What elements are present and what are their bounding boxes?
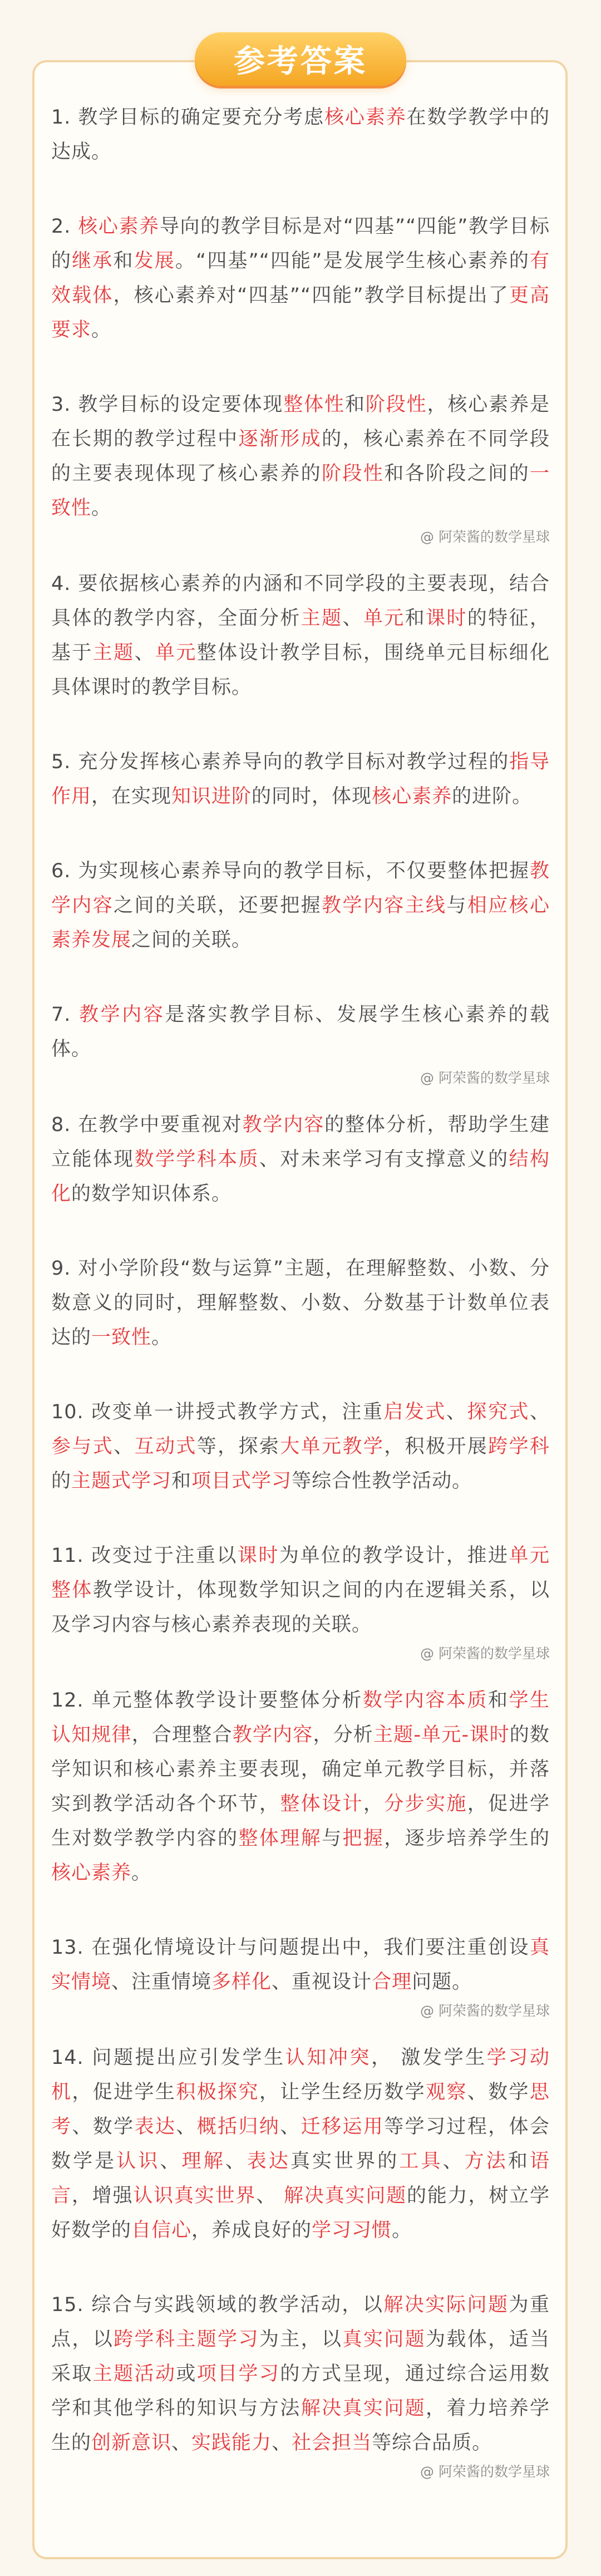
answer-text: 12. 单元整体教学设计要整体分析	[51, 1689, 363, 1712]
answer-item	[51, 567, 550, 705]
highlight-keyword: 认识	[116, 2150, 160, 2172]
highlight-keyword: 互动式	[134, 1436, 197, 1458]
highlight-keyword: 理解	[181, 2150, 225, 2172]
answer-text: 的，核心素养在不同学段的主要表现体现了核心素养的	[51, 428, 550, 485]
answer-text: 13. 在强化情境设计与问题提出中，我们要注重创设	[51, 1936, 530, 1959]
answer-text: 在数学教学中的达成。	[51, 106, 550, 163]
highlight-keyword: 方法	[464, 2150, 508, 2172]
highlight-keyword: 学习动机	[51, 2047, 550, 2103]
highlight-keyword: 主题活动	[92, 2363, 176, 2385]
answer-text: 、数学	[467, 2081, 530, 2103]
answer-text: ，促进学生对数学教学内容的	[51, 1793, 550, 1850]
answer-text: 的同时，体现	[252, 785, 372, 808]
highlight-keyword: 更高要求	[51, 284, 550, 341]
answer-text: 或	[176, 2363, 197, 2385]
highlight-keyword: 教学内容	[79, 1004, 165, 1026]
answer-text: 11. 改变过于注重以	[51, 1545, 238, 1567]
answer-text: ，核心素养对“四基”“四能”教学目标提出了	[113, 284, 509, 307]
answer-text: 的特征，基于	[51, 607, 550, 664]
answer-text: 、	[280, 2116, 301, 2138]
answer-item	[51, 2288, 550, 2460]
highlight-keyword: 创新意识	[91, 2432, 172, 2454]
highlight-keyword: 教学内容	[242, 1114, 325, 1136]
answer-text: 的整体分析，帮助学生建立能体现	[51, 1114, 550, 1171]
answer-text: ，	[363, 1793, 385, 1815]
answer-text: 、	[446, 1401, 467, 1423]
highlight-keyword: 单元	[155, 642, 197, 664]
answer-text: ，促进学生	[72, 2081, 176, 2103]
answer-text: 问题。	[412, 1971, 472, 1993]
answer-text: 的数学知识体系。	[71, 1183, 232, 1205]
highlight-keyword: 分步实施	[384, 1793, 467, 1815]
highlight-keyword: 单元整体	[51, 1545, 550, 1601]
answer-text: ，合理整合	[131, 1724, 233, 1746]
answer-text: 8. 在教学中要重视对	[51, 1114, 243, 1136]
answer-text: 为主，以	[259, 2328, 343, 2351]
highlight-keyword: 观察	[425, 2081, 467, 2103]
answer-text: 。	[392, 2219, 412, 2241]
answer-text: 和	[113, 250, 134, 272]
answer-text: 、	[171, 2432, 192, 2454]
answer-text: 与	[446, 894, 467, 917]
answer-text: ，积极开展	[384, 1436, 489, 1458]
answer-text: 9. 对小学阶段“数与运算”主题，在理解整数、小数、分数意义的同时，理解整数、小数、分数基于计数单位表达的	[51, 1257, 550, 1349]
item-spacer	[51, 169, 550, 209]
answer-text: ，逐步培养学生的	[384, 1827, 550, 1850]
answer-text: 。“四基”“四能”是发展学生核心素养的	[175, 250, 530, 272]
highlight-keyword: 一致性	[51, 463, 550, 519]
answer-text: 为载体，适当采取	[51, 2328, 550, 2385]
highlight-keyword: 数学内容本质	[362, 1689, 488, 1712]
highlight-keyword: 一致性	[91, 1326, 152, 1349]
answer-text: 、	[114, 1436, 135, 1458]
highlight-keyword: 解决真实问题	[300, 2397, 426, 2420]
answer-text: 、	[442, 2150, 465, 2172]
answer-text: 的数学知识和核心素养主要表现，确定单元教学目标，并落实到教学活动各个环节，	[51, 1724, 550, 1815]
highlight-keyword: 探究式	[467, 1401, 530, 1423]
watermark-credit: @ 阿荣酱的数学星球	[420, 2464, 550, 2480]
item-spacer	[51, 1890, 550, 1930]
answer-text: 的能力，树立学好数学的	[51, 2185, 550, 2241]
answer-text: 、	[256, 2185, 284, 2207]
highlight-keyword: 解决实际问题	[383, 2294, 509, 2316]
answer-text: 、注重情境	[111, 1971, 212, 1993]
highlight-keyword: 大单元教学	[280, 1436, 385, 1458]
answer-item	[51, 1930, 550, 1999]
highlight-keyword: 思考	[51, 2081, 550, 2138]
answer-text: 、	[134, 642, 155, 664]
highlight-keyword: 积极探究	[176, 2081, 259, 2103]
answer-text: ，在实现	[91, 785, 172, 808]
highlight-keyword: 主题	[300, 607, 343, 630]
highlight-keyword: 学习习惯	[312, 2219, 392, 2241]
highlight-keyword: 核心素养	[78, 215, 160, 238]
highlight-keyword: 教学内容主线	[322, 894, 447, 917]
highlight-keyword: 多样化	[211, 1971, 272, 1993]
answer-text: 和	[487, 1689, 509, 1712]
highlight-keyword: 有效载体	[51, 250, 550, 307]
highlight-keyword: 核心素养	[51, 1862, 132, 1884]
highlight-keyword: 主题	[92, 642, 135, 664]
highlight-keyword: 合理	[372, 1971, 412, 1993]
answer-text: 的进阶。	[452, 785, 533, 808]
answer-text: 3. 教学目标的设定要体现	[51, 394, 284, 416]
answer-item	[51, 209, 550, 347]
highlight-keyword: 结构化	[51, 1148, 550, 1205]
highlight-keyword: 自信心	[131, 2219, 192, 2241]
highlight-keyword: 单元	[363, 607, 405, 630]
answer-text: ，养成良好的	[191, 2219, 312, 2241]
answer-text: 真实世界的	[290, 2150, 400, 2172]
highlight-keyword: 相应核心素养发展	[51, 894, 550, 951]
answer-item	[51, 387, 550, 525]
answer-text: 4. 要依据核心素养的内涵和不同学段的主要表现，结合具体的教学内容，全面分析	[51, 573, 550, 630]
highlight-keyword: 教学内容	[51, 860, 550, 917]
answer-text: 、	[342, 607, 363, 630]
highlight-keyword: 把握	[342, 1827, 385, 1850]
answer-text: 。	[91, 497, 112, 519]
item-spacer	[51, 1498, 550, 1538]
watermark-credit: @ 阿荣酱的数学星球	[420, 529, 550, 545]
answer-text: 5. 充分发挥核心素养导向的教学目标对教学过程的	[51, 751, 510, 773]
answer-text: 、对未来学习有支撑意义的	[259, 1148, 509, 1171]
answer-text: 10. 改变单一讲授式教学方式，注重	[51, 1401, 384, 1423]
highlight-keyword: 工具	[399, 2150, 443, 2172]
answer-text: 和	[405, 607, 426, 630]
highlight-keyword: 教学内容	[232, 1724, 313, 1746]
answer-text: 等综合品质。	[372, 2432, 492, 2454]
answer-text: 之间的关联。	[131, 929, 252, 951]
highlight-keyword: 主题-单元-课时	[373, 1724, 510, 1746]
highlight-keyword: 概括归纳	[196, 2116, 280, 2138]
answer-item	[51, 997, 550, 1066]
answer-item	[51, 745, 550, 814]
answer-text: 14. 问题提出应引发学生	[51, 2047, 285, 2069]
answer-text: 。	[151, 1326, 172, 1349]
answer-text: 和	[344, 394, 366, 416]
answer-text: ，核心素养是在长期的教学过程中	[51, 394, 550, 450]
watermark-credit: @ 阿荣酱的数学星球	[420, 2003, 550, 2019]
answer-text: 、	[225, 2150, 247, 2172]
answer-text: ，着力培养学生的	[51, 2397, 550, 2454]
answer-text: 等学习过程，体会数学是	[51, 2116, 550, 2172]
answer-text: ， 激发学生	[371, 2047, 487, 2069]
answer-item	[51, 854, 550, 957]
highlight-keyword: 核心素养	[324, 106, 407, 129]
answer-text: 和各阶段之间的	[384, 463, 530, 485]
highlight-keyword: 知识进阶	[171, 785, 252, 808]
highlight-keyword: 阶段性	[365, 394, 427, 416]
highlight-keyword: 真实情境	[51, 1936, 550, 1993]
highlight-keyword: 语言	[51, 2150, 550, 2207]
highlight-keyword: 整体设计	[280, 1793, 363, 1815]
item-spacer	[51, 814, 550, 854]
watermark-credit: @ 阿荣酱的数学星球	[420, 1070, 550, 1086]
highlight-keyword: 逐渐形成	[238, 428, 322, 450]
answer-text: 7.	[51, 1004, 80, 1026]
answer-text: 。	[91, 319, 112, 341]
highlight-keyword: 项目学习	[196, 2363, 280, 2385]
answer-text: 1. 教学目标的确定要充分考虑	[51, 106, 325, 129]
answer-item	[51, 1251, 550, 1355]
highlight-keyword: 学生认知规律	[51, 1689, 550, 1746]
highlight-keyword: 整体性	[283, 394, 345, 416]
highlight-keyword: 发展	[134, 250, 175, 272]
answer-text: ，让学生经历数学	[259, 2081, 426, 2103]
item-spacer	[51, 1355, 550, 1395]
answer-list	[51, 100, 550, 2501]
highlight-keyword: 社会担当	[292, 2432, 372, 2454]
answer-text: 是落实教学目标、发展学生核心素养的载体。	[51, 1004, 550, 1060]
answer-text: 和	[508, 2150, 530, 2172]
answer-text: 、数学	[72, 2116, 135, 2138]
item-spacer	[51, 347, 550, 387]
answer-text: 的方式呈现，通过综合运用数学和其他学科的知识与方法	[51, 2363, 550, 2420]
answer-item	[51, 1538, 550, 1642]
answer-text: 的	[51, 1470, 72, 1492]
highlight-keyword: 认识真实世界	[133, 2185, 257, 2207]
highlight-keyword: 核心素养	[372, 785, 452, 808]
highlight-keyword: 表达	[247, 2150, 290, 2172]
highlight-keyword: 项目式学习	[191, 1470, 292, 1492]
answer-text: 、	[272, 2432, 292, 2454]
highlight-keyword: 数学学科本质	[134, 1148, 259, 1171]
item-spacer	[51, 1211, 550, 1251]
answer-item	[51, 1683, 550, 1890]
item-spacer	[51, 705, 550, 745]
answer-item	[51, 1108, 550, 1211]
answer-item	[51, 1395, 550, 1498]
answer-text: 等，探索	[196, 1436, 280, 1458]
answer-text: 之间的关联，还要把握	[114, 894, 322, 917]
highlight-keyword: 真实问题	[342, 2328, 426, 2351]
highlight-keyword: 阶段性	[322, 463, 385, 485]
answer-text: 15. 综合与实践领域的教学活动，以	[51, 2294, 384, 2316]
answer-text: 教学设计，体现数学知识之间的内在逻辑关系，以及学习内容与核心素养表现的关联。	[51, 1579, 550, 1636]
watermark-credit: @ 阿荣酱的数学星球	[420, 1645, 550, 1661]
answer-text: 整体设计教学目标，围绕单元目标细化具体课时的教学目标。	[51, 642, 550, 699]
answer-text: 导向的教学目标是对“四基”“四能”教学目标的	[51, 215, 550, 272]
highlight-keyword: 实践能力	[191, 2432, 272, 2454]
answer-text: 、	[176, 2116, 197, 2138]
highlight-keyword: 跨学科	[488, 1436, 550, 1458]
answer-text: 等综合性教学活动。	[292, 1470, 472, 1492]
highlight-keyword: 主题式学习	[71, 1470, 172, 1492]
answer-title-badge	[195, 32, 406, 86]
answer-text: 、重视设计	[272, 1971, 372, 1993]
answer-text: 6. 为实现核心素养导向的教学目标，不仅要整体把握	[51, 860, 530, 882]
highlight-keyword: 跨学科主题学习	[114, 2328, 259, 2351]
highlight-keyword: 迁移运用	[300, 2116, 385, 2138]
answer-title: 参考答案	[234, 43, 367, 80]
highlight-keyword: 启发式	[383, 1401, 446, 1423]
answer-text: ，分析	[313, 1724, 373, 1746]
highlight-keyword: 整体理解	[238, 1827, 322, 1850]
answer-text: 为单位的教学设计，推进	[279, 1545, 509, 1567]
highlight-keyword: 继承	[72, 250, 114, 272]
answer-text: 、	[160, 2150, 182, 2172]
highlight-keyword: 课时	[425, 607, 467, 630]
answer-text: 为重点，以	[51, 2294, 550, 2351]
highlight-keyword: 课时	[237, 1545, 279, 1567]
highlight-keyword: 参与式	[51, 1436, 114, 1458]
answer-text: 与	[322, 1827, 343, 1850]
answer-text: 。	[131, 1862, 152, 1884]
answer-item	[51, 2041, 550, 2248]
highlight-keyword: 认知冲突	[285, 2047, 372, 2069]
answer-item	[51, 100, 550, 169]
item-spacer	[51, 957, 550, 997]
answer-text: ，增强	[71, 2185, 134, 2207]
answer-text: 、	[529, 1401, 550, 1423]
highlight-keyword: 表达	[134, 2116, 176, 2138]
answer-text: 和	[171, 1470, 192, 1492]
highlight-keyword: 解决真实问题	[284, 2185, 407, 2207]
highlight-keyword: 指导作用	[51, 751, 550, 808]
answer-text: 2.	[51, 215, 78, 238]
item-spacer	[51, 2248, 550, 2288]
